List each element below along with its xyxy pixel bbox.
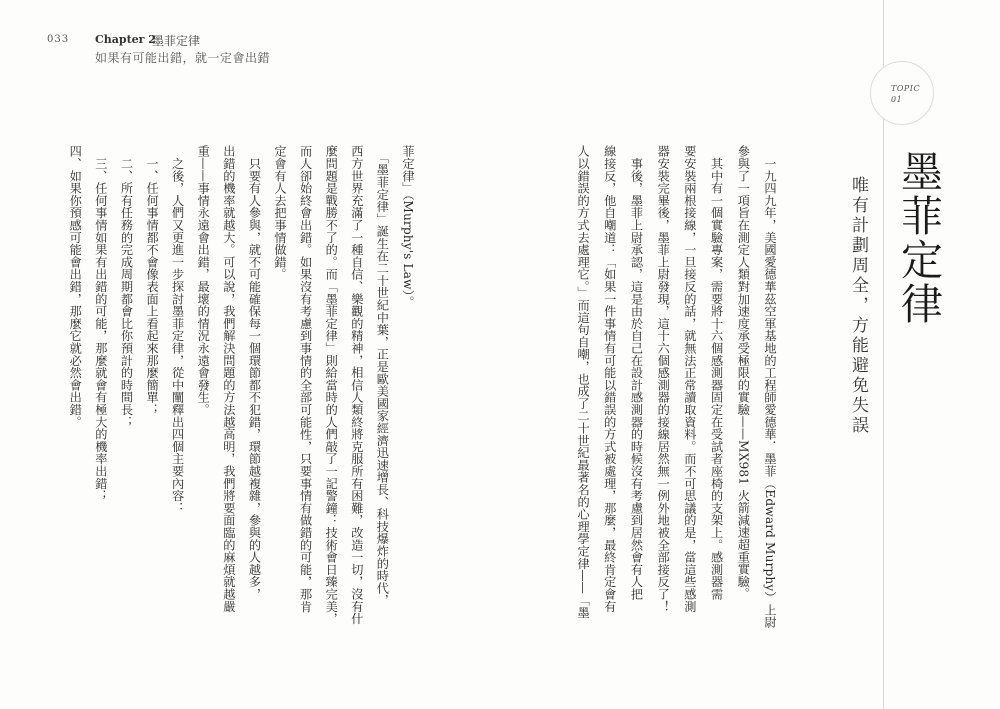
left-page-body	[62, 145, 420, 625]
text-column: 而人卻始終會出錯。如果沒有考慮到事情的全部可能性，只要事情有做錯的可能，那肯	[298, 145, 313, 613]
text-column: 一九四九年，美國愛德華茲空軍基地的工程師愛德華．墨菲（Edward Murphy）上尉	[763, 145, 777, 629]
text-column: 出錯的機率就越大。可以說，我們解決問題的方法越高明，我們將要面臨的麻煩就越嚴	[221, 145, 236, 613]
chapter-label: Chapter 2	[95, 33, 156, 46]
text-column: 只要有人參與，就不可能確保每一個環節都不犯錯，環節越複雜，參與的人越多，	[247, 145, 262, 601]
text-column: 人以錯誤的方式去處理它。」而這句自嘲，也成了二十世紀最著名的心理學定律——「墨	[576, 145, 591, 619]
text-column: 重——事情永遠會出錯，最壞的情況永遠會發生。	[196, 145, 211, 416]
text-column: 菲定律」（Murphy's Law）。	[401, 145, 415, 309]
topic-title: 墨菲定律	[895, 150, 944, 326]
right-page-body	[569, 145, 783, 628]
list-item: 二、所有任務的完成周期都會比你預計的時間長；	[119, 145, 134, 428]
text-column: 「墨菲定律」誕生在二十世紀中葉，正是歐美國家經濟迅速增長、科技爆炸的時代，	[375, 145, 390, 607]
page-number: 033	[47, 34, 70, 45]
topic-subtitle: 唯有計劃周全，方能避免失誤	[848, 176, 868, 436]
text-column: 事後，墨菲上尉承認，這是由於自己在設計感測器的時候沒有考慮到居然會有人把	[629, 145, 644, 601]
text-column: 器安裝完畢後，墨菲上尉發現，這十六個感測器的接線居然無一例外地被全部接反了！	[656, 145, 671, 613]
text-column: 西方世界充滿了一種自信、樂觀的精神，相信人類終將克服所有困難，改造一切，沒有什	[349, 145, 364, 625]
topic-badge	[870, 61, 934, 125]
list-item: 三、任何事情如果有出錯的可能，那麼就會有極大的機率出錯；	[93, 145, 108, 502]
text-column: 定會有人去把事情做錯。	[273, 145, 288, 281]
text-column: 麼問題是戰勝不了的。而「墨菲定律」則給當時的人們敲了一記警鐘：技術會日臻完美，	[324, 145, 339, 625]
list-item: 一、任何事情都不會像表面上看起來那麼簡單；	[145, 145, 160, 416]
topic-number: 01	[891, 95, 903, 104]
chapter-title: 墨菲定律	[152, 34, 201, 48]
chapter-subtitle: 如果有可能出錯，就一定會出錯	[95, 51, 271, 65]
text-column: 線接反，他自嘲道：「如果一件事情有可能以錯誤的方式被處理，那麼，最終肯定會有	[602, 145, 617, 613]
text-column: 參與了一項旨在測定人類對加速度承受極限的實驗——MX981 火箭減速超重實驗。	[736, 145, 751, 600]
list-item: 四、如果你預感可能會出錯，那麼它就必然會出錯。	[68, 145, 83, 428]
text-column: 其中有一個實驗專案，需要將十六個感測器固定在受試者座椅的支架上。感測器需	[709, 145, 724, 601]
topic-label: TOPIC	[891, 84, 921, 93]
text-column: 之後，人們又更進一步探討墨菲定律，從中闡釋出四個主要內容：	[170, 145, 185, 514]
text-column: 要安裝兩根接線，一旦接反的話，就無法正常讀取資料。而不可思議的是，當這些感測	[682, 145, 697, 613]
